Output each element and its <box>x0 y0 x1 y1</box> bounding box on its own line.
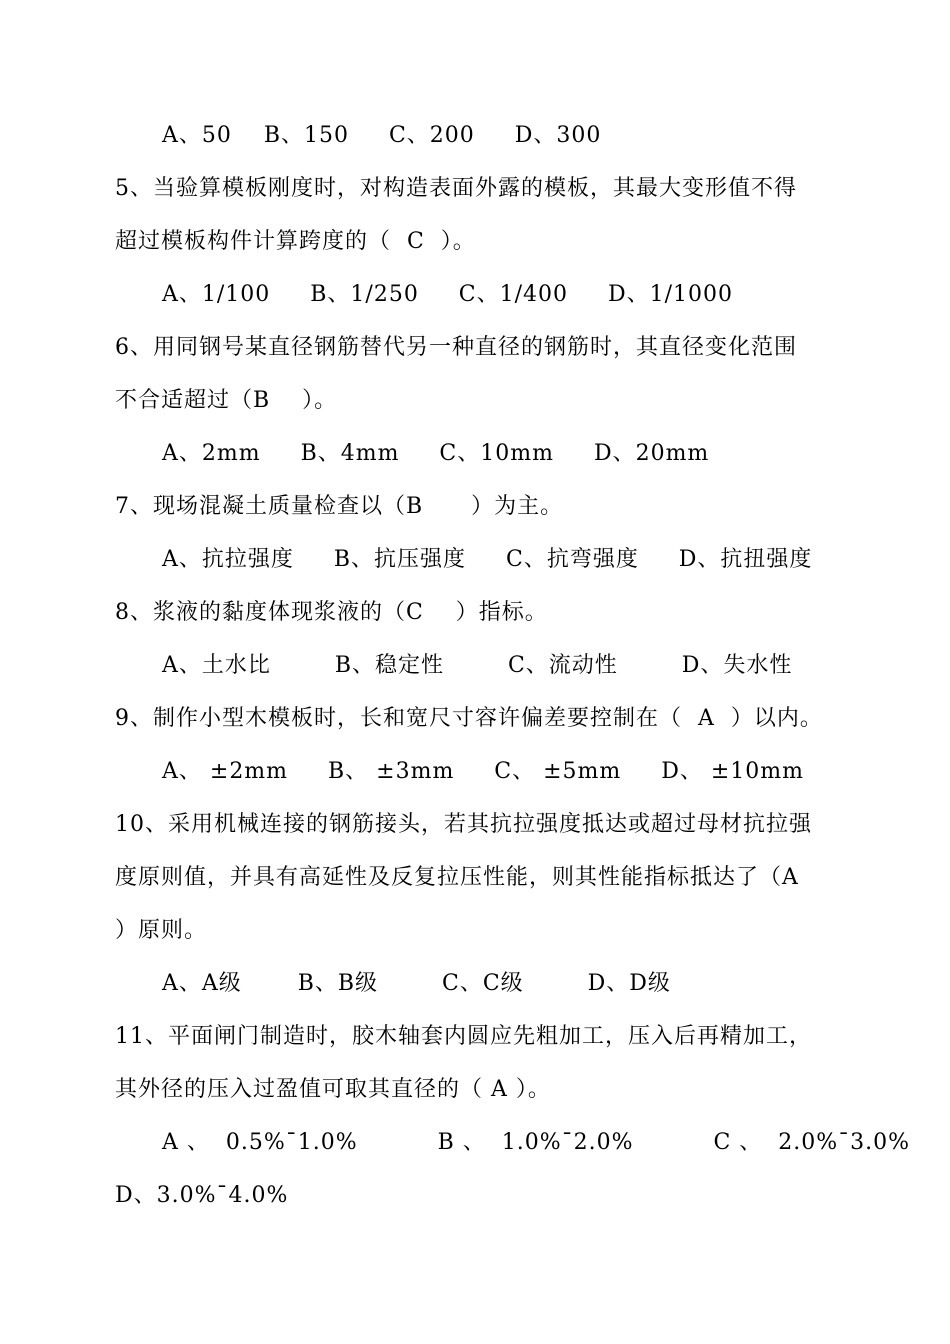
q8-options: A、土水比 B、稳定性 C、流动性 D、失水性 <box>162 653 793 678</box>
q5-stem-line1: 5、当验算模板刚度时，对构造表面外露的模板，其最大变形值不得 <box>115 176 797 201</box>
q4-options: A、50 B、150 C、200 D、300 <box>162 123 602 148</box>
q7-stem: 7、现场混凝土质量检查以（B ）为主。 <box>115 494 564 519</box>
q11-stem-line2: 其外径的压入过盈值可取其直径的（ A ）。 <box>115 1077 551 1102</box>
q5-stem-line2: 超过模板构件计算跨度的（ C ）。 <box>115 229 476 254</box>
q7-options: A、抗拉强度 B、抗压强度 C、抗弯强度 D、抗扭强度 <box>162 547 813 572</box>
q11-stem-line1: 11、平面闸门制造时，胶木轴套内圆应先粗加工，压入后再精加工， <box>115 1024 812 1049</box>
q10-stem-line3: ）原则。 <box>115 918 208 943</box>
q9-stem: 9、制作小型木模板时，长和宽尺寸容许偏差要控制在（ A ）以内。 <box>115 706 823 731</box>
q10-stem-line1: 10、采用机械连接的钢筋接头，若其抗拉强度抵达或超过母材抗拉强 <box>115 812 812 837</box>
q5-options: A、1/100 B、1/250 C、1/400 D、1/1000 <box>162 282 734 307</box>
q11-option-d: D、3.0%¯4.0% <box>115 1183 289 1208</box>
q9-options: A、 ±2mm B、 ±3mm C、 ±5mm D、 ±10mm <box>162 759 805 784</box>
q6-stem-line1: 6、用同钢号某直径钢筋替代另一种直径的钢筋时，其直径变化范围 <box>115 335 797 360</box>
q6-stem-line2: 不合适超过（B ）。 <box>115 388 338 413</box>
q10-stem-line2: 度原则值，并具有高延性及反复拉压性能，则其性能指标抵达了（A <box>115 865 799 890</box>
q11-options: A 、 0.5%¯1.0% B 、 1.0%¯2.0% C 、 2.0%¯3.0% <box>162 1130 911 1155</box>
q10-options: A、A级 B、B级 C、C级 D、D级 <box>162 971 671 996</box>
q6-options: A、2mm B、4mm C、10mm D、20mm <box>162 441 710 466</box>
q8-stem: 8、浆液的黏度体现浆液的（C ）指标。 <box>115 600 548 625</box>
